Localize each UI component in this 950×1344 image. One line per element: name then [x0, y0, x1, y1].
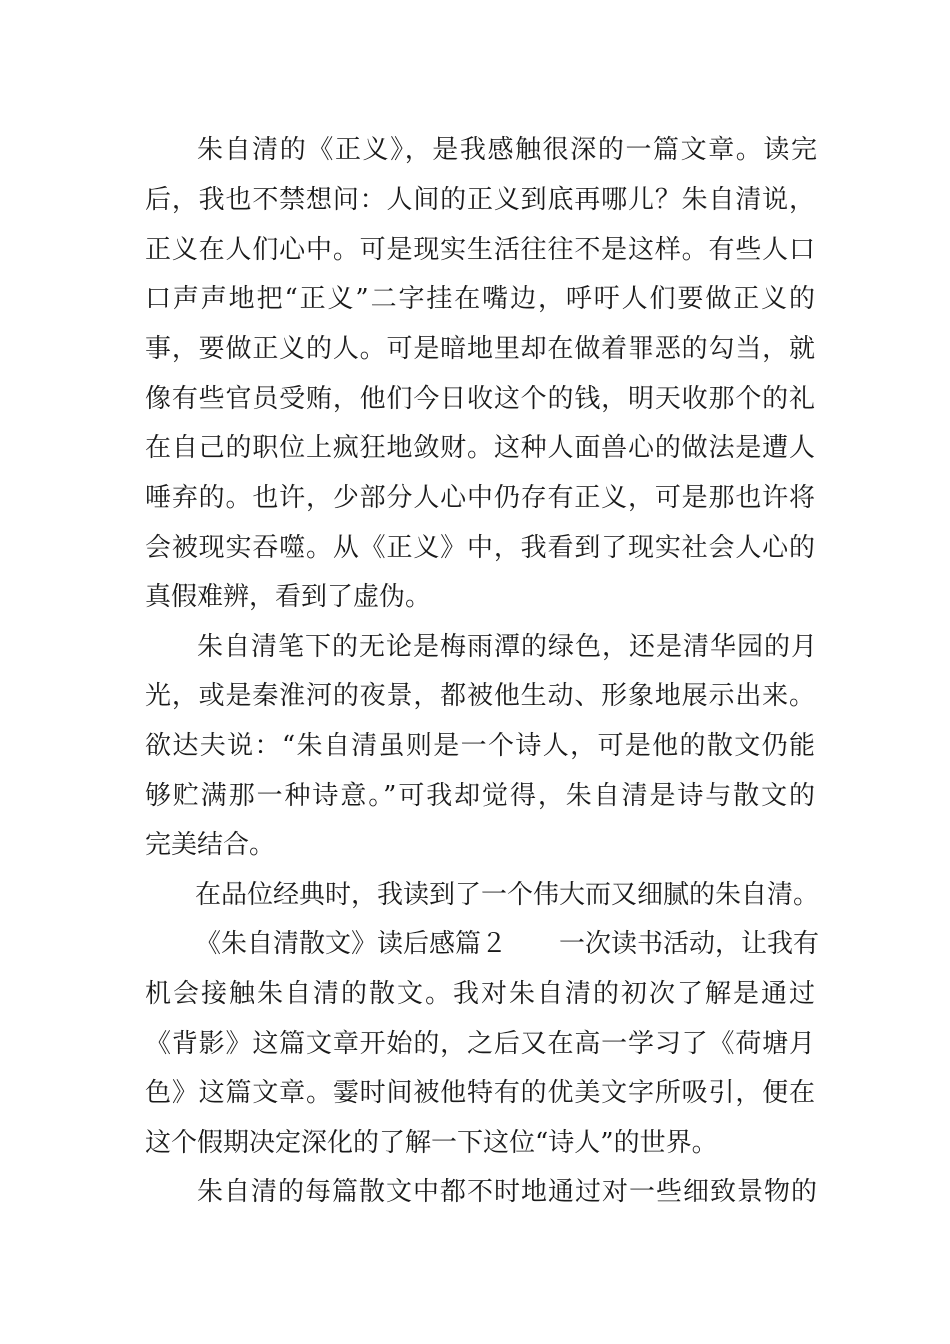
paragraph-2-line-3: 欲达夫说：“朱自清虽则是一个诗人，可是他的散文仍能: [145, 731, 815, 761]
paragraph-1-line-5: 事，要做正义的人。可是暗地里却在做着罪恶的勾当，就: [145, 334, 815, 364]
paragraph-2-line-4: 够贮满那一种诗意。”可我却觉得，朱自清是诗与散文的: [145, 781, 815, 811]
paragraph-1-line-3: 正义在人们心中。可是现实生活往往不是这样。有些人口: [145, 235, 815, 265]
paragraph-1-line-1: 朱自清的《正义》，是我感触很深的一篇文章。读完: [197, 135, 817, 165]
paragraph-1-line-2: 后，我也不禁想问：人间的正义到底再哪儿？朱自清说，: [145, 185, 815, 215]
paragraph-2-line-1: 朱自清笔下的无论是梅雨潭的绿色，还是清华园的月: [197, 632, 817, 662]
paragraph-2-line-5: 完美结合。: [145, 830, 276, 860]
paragraph-4-line-2: 机会接触朱自清的散文。我对朱自清的初次了解是通过: [145, 979, 815, 1009]
paragraph-1-line-7: 在自己的职位上疯狂地敛财。这种人面兽心的做法是遭人: [145, 433, 815, 463]
paragraph-1-line-10: 真假难辨，看到了虚伪。: [145, 582, 432, 612]
paragraph-1-line-8: 唾弃的。也许，少部分人心中仍存有正义，可是那也许将: [145, 483, 815, 513]
paragraph-5-line-1: 朱自清的每篇散文中都不时地通过对一些细致景物的: [197, 1177, 817, 1207]
paragraph-3-line-1: 在品位经典时，我读到了一个伟大而又细腻的朱自清。: [195, 880, 820, 910]
paragraph-4-line-5: 这个假期决定深化的了解一下这位“诗人”的世界。: [145, 1128, 718, 1158]
paragraph-1-line-4: 口声声地把“正义”二字挂在嘴边，呼吁人们要做正义的: [145, 284, 815, 314]
paragraph-2-line-2: 光，或是秦淮河的夜景，都被他生动、形象地展示出来。: [145, 681, 815, 711]
paragraph-1-line-6: 像有些官员受贿，他们今日收这个的钱，明天收那个的礼: [145, 384, 815, 414]
paragraph-4-line-4: 色》这篇文章。霎时间被他特有的优美文字所吸引，便在: [145, 1078, 815, 1108]
paragraph-4-line-3: 《背影》这篇文章开始的，之后又在高一学习了《荷塘月: [145, 1029, 815, 1059]
paragraph-1-line-9: 会被现实吞噬。从《正义》中，我看到了现实社会人心的: [145, 533, 815, 563]
heading-line-with-paragraph-4-start: 《朱自清散文》读后感篇２ 一次读书活动，让我有: [195, 929, 820, 959]
